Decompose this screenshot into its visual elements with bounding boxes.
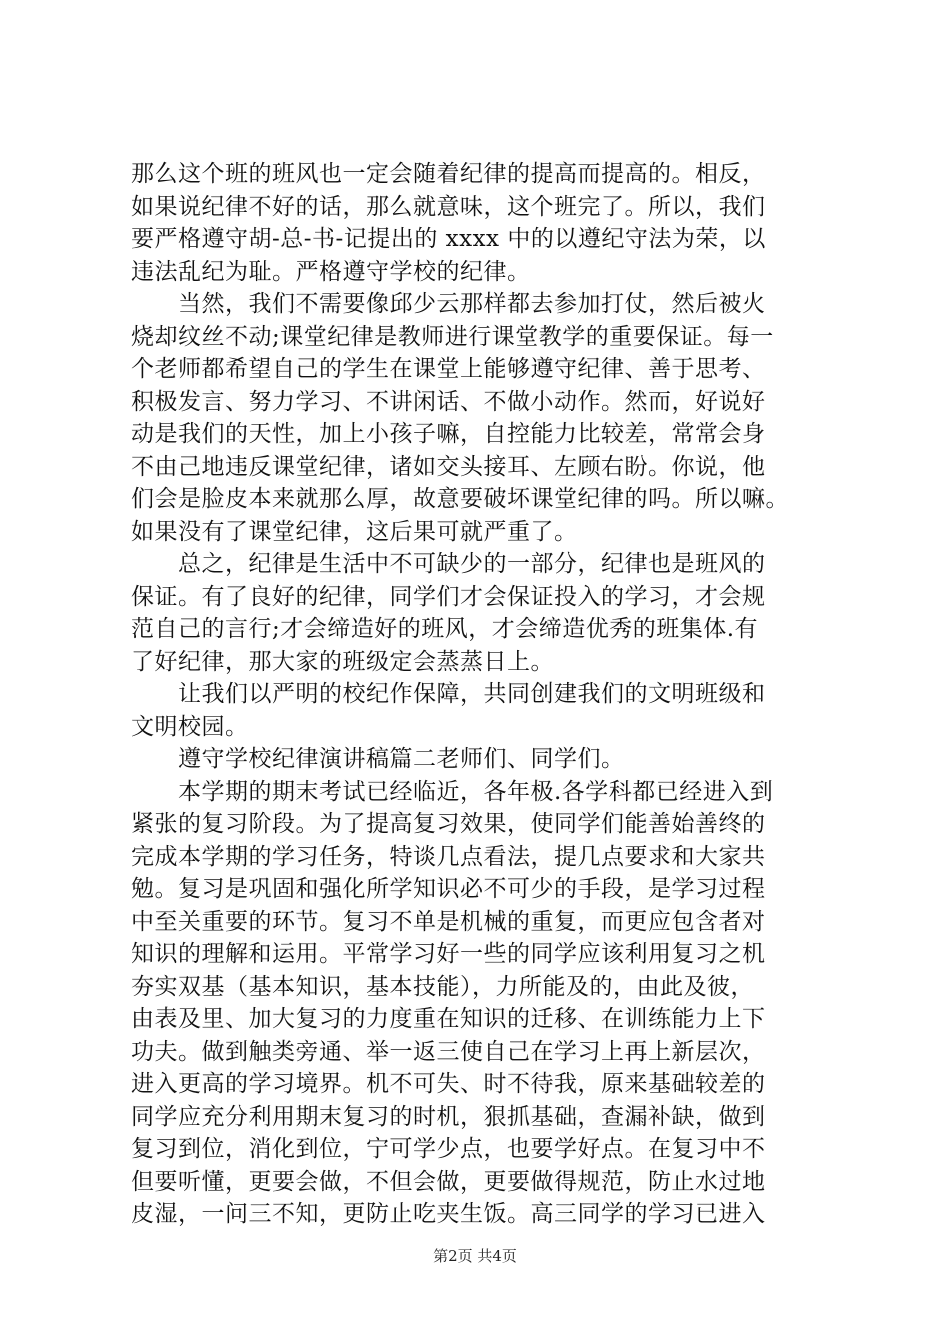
text-line: 夯实双基（基本知识，基本技能），力所能及的，由此及彼， bbox=[131, 973, 754, 1000]
text-line: 知识的理解和运用。平常学习好一些的同学应该利用复习之机 bbox=[131, 941, 766, 967]
text-line: 烧却纹丝不动;课堂纪律是教师进行课堂教学的重要保证。每一 bbox=[131, 323, 774, 350]
text-line: 们会是脸皮本来就那么厚，故意要破坏课堂纪律的吗。所以嘛。 bbox=[131, 486, 789, 512]
text-line: 但要听懂，更要会做，不但会做，更要做得规范，防止水过地 bbox=[131, 1168, 766, 1195]
text-line: 勉。复习是巩固和强化所学知识必不可少的手段，是学习过程 bbox=[131, 876, 766, 902]
text-line: 保证。有了良好的纪律，同学们才会保证投入的学习，才会规 bbox=[131, 583, 766, 610]
text-line: 总之，纪律是生活中不可缺少的一部分，纪律也是班风的 bbox=[131, 551, 766, 577]
text-line: 如果没有了课堂纪律，这后果可就严重了。 bbox=[131, 518, 578, 545]
text-line: 如果说纪律不好的话，那么就意味，这个班完了。所以，我们 bbox=[131, 193, 766, 220]
text-line: 积极发言、努力学习、不讲闲话、不做小动作。然而，好说好 bbox=[131, 388, 766, 415]
text-line: 完成本学期的学习任务，特谈几点看法，提几点要求和大家共 bbox=[131, 843, 766, 870]
text-line: 个老师都希望自己的学生在课堂上能够遵守纪律、善于思考、 bbox=[131, 356, 766, 382]
text-line: 皮湿，一问三不知，更防止吃夹生饭。高三同学的学习已进入 bbox=[131, 1201, 766, 1227]
text-line: 本学期的期末考试已经临近，各年极.各学科都已经进入到 bbox=[131, 778, 774, 805]
text-line: 遵守学校纪律演讲稿篇二老师们、同学们。 bbox=[131, 746, 625, 772]
text-line: 紧张的复习阶段。为了提高复习效果，使同学们能善始善终的 bbox=[131, 811, 766, 837]
text-line: 让我们以严明的校纪作保障，共同创建我们的文明班级和 bbox=[131, 681, 766, 707]
text-line: 范自己的言行;才会缔造好的班风，才会缔造优秀的班集体.有 bbox=[131, 616, 759, 642]
text-line: 复习到位，消化到位，宁可学少点，也要学好点。在复习中不 bbox=[131, 1136, 766, 1162]
text-line: 进入更高的学习境界。机不可失、时不待我，原来基础较差的 bbox=[131, 1071, 766, 1097]
body-text bbox=[131, 158, 843, 1231]
text-line: 要严格遵守胡-总-书-记提出的 xxxx 中的以遵纪守法为荣，以 bbox=[131, 226, 766, 252]
page-number-footer: 第2页 共4页 bbox=[433, 1247, 517, 1265]
text-line: 文明校园。 bbox=[131, 713, 249, 740]
text-line: 当然，我们不需要像邱少云那样都去参加打仗，然后被火 bbox=[131, 291, 766, 317]
text-line: 同学应充分利用期末复习的时机，狠抓基础，查漏补缺，做到 bbox=[131, 1103, 766, 1130]
text-line: 违法乱纪为耻。严格遵守学校的纪律。 bbox=[131, 258, 531, 285]
text-line: 不由己地违反课堂纪律，诸如交头接耳、左顾右盼。你说，他 bbox=[131, 453, 766, 480]
text-line: 功夫。做到触类旁通、举一返三使自己在学习上再上新层次， bbox=[131, 1038, 766, 1065]
text-line: 那么这个班的班风也一定会随着纪律的提高而提高的。相反， bbox=[131, 161, 766, 187]
text-line: 中至关重要的环节。复习不单是机械的重复，而更应包含者对 bbox=[131, 908, 766, 935]
text-line: 了好纪律，那大家的班级定会蒸蒸日上。 bbox=[131, 648, 554, 675]
text-line: 由表及里、加大复习的力度重在知识的迁移、在训练能力上下 bbox=[131, 1006, 766, 1032]
text-line: 动是我们的天性，加上小孩子嘛，自控能力比较差，常常会身 bbox=[131, 421, 766, 447]
